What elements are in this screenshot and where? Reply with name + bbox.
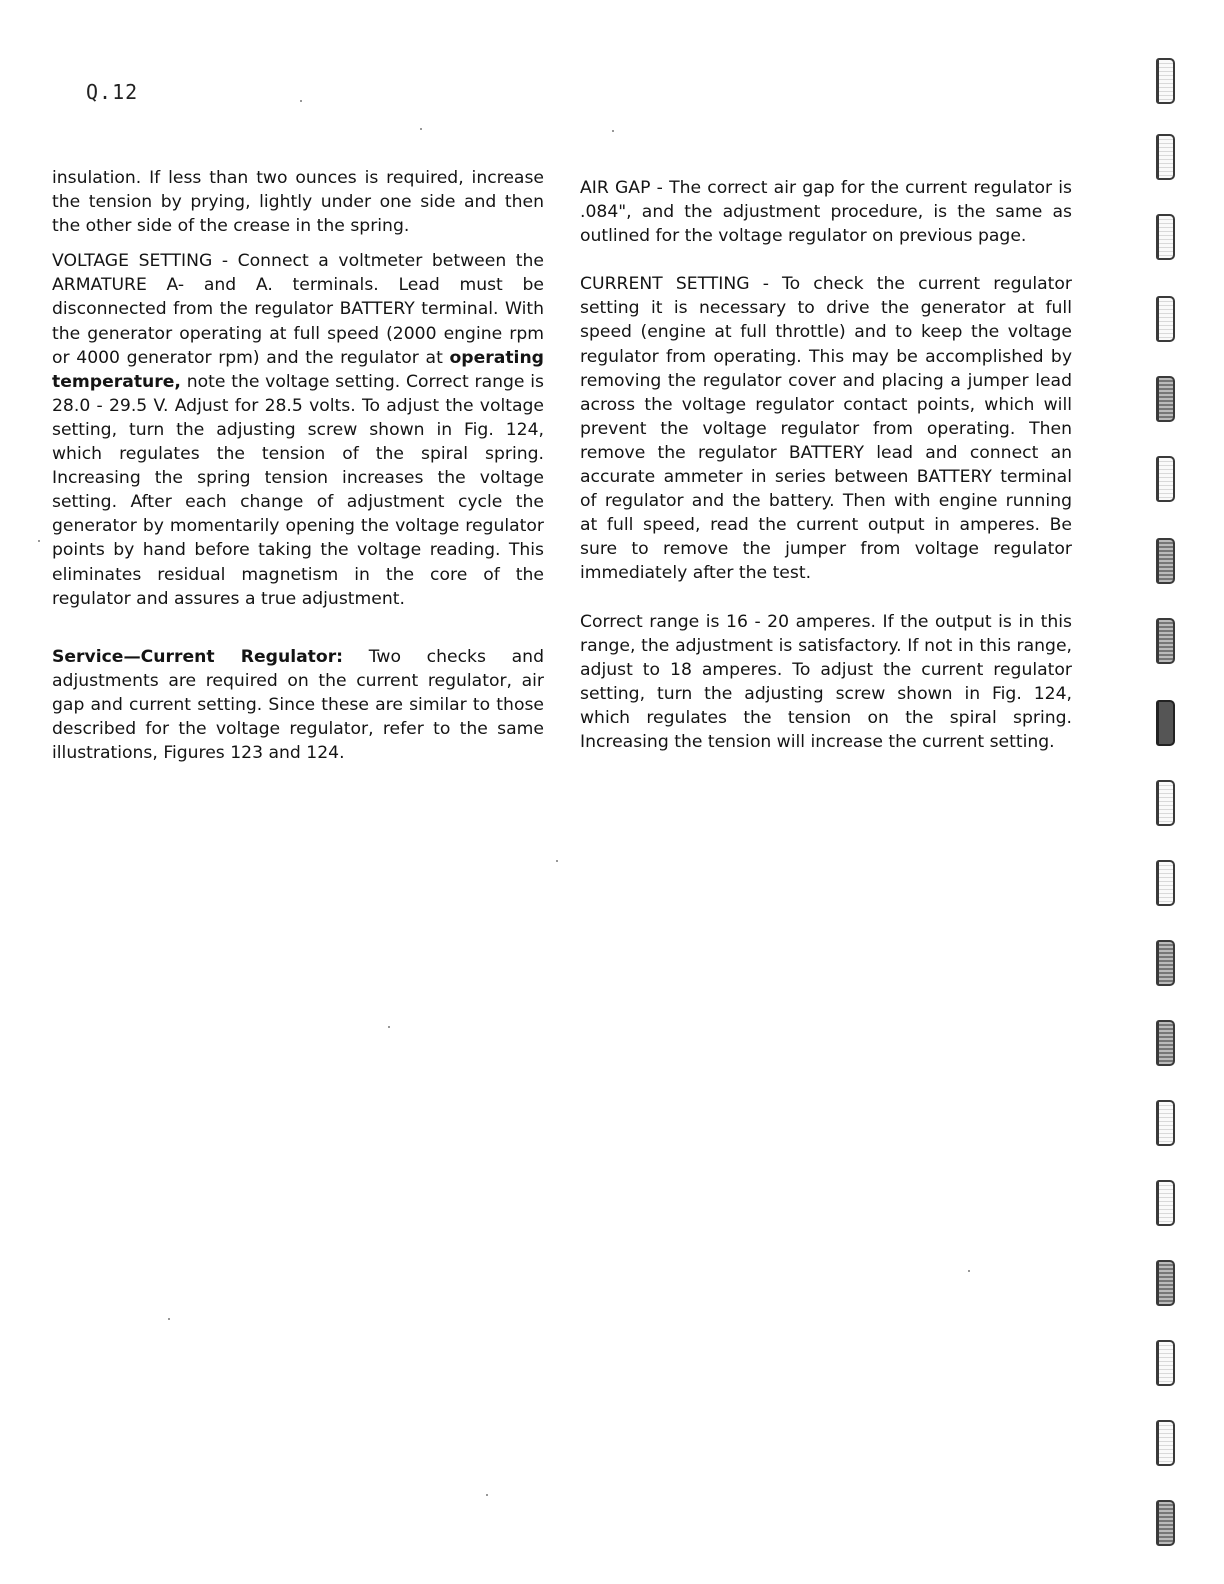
binding-ring: [1156, 1500, 1175, 1546]
binding-ring: [1156, 1180, 1175, 1226]
correct-range-paragraph: Correct range is 16 - 20 amperes. If the output is in this range, the adjustment is satisfactory. If not in this range, adjust to 18 amperes. To adjust the current regulator setting, turn the adjusting screw shown in Fig. 124, which regulates the tension on the spiral spring. Increasing the tension will increase the current setting.: [580, 611, 1072, 752]
current-regulator-heading: Service—Current Regulator:: [52, 646, 344, 667]
scan-speck: [420, 128, 422, 130]
scan-speck: [300, 100, 302, 102]
operating-temperature-bold: operating temperature,: [52, 347, 544, 392]
air-gap-paragraph: AIR GAP - The correct air gap for the current regulator is .084", and the adjustment procedure, is the same as outlined for the voltage regulator on previous page.: [580, 178, 1072, 247]
binding-ring: [1156, 376, 1175, 422]
scan-speck: [968, 1270, 970, 1272]
scan-speck: [486, 1494, 488, 1496]
scan-speck: [612, 130, 614, 132]
binding-ring: [1156, 860, 1175, 906]
binding-ring: [1156, 1100, 1175, 1146]
scan-speck: [168, 1318, 170, 1320]
binding-ring: [1156, 780, 1175, 826]
binding-ring: [1156, 134, 1175, 180]
binding-ring: [1156, 1260, 1175, 1306]
binding-ring: [1156, 538, 1175, 584]
voltage-setting-paragraph: [52, 249, 544, 610]
voltage-setting-text-end: note the voltage setting. Correct range is 28.0 - 29.5 V. Adjust for 28.5 volts. To adjust the voltage setting, turn the adjusting screw shown in Fig. 124, which regulates the tension of the spiral spring. Increasing the spring tension increases the voltage setting. After each change of adjustment cycle the generator by momentarily opening the voltage regulator points by hand before taking the voltage reading. This eliminates residual magnetism in the core of the regulator and assures a true adjustment.: [52, 371, 544, 609]
binding-ring: [1156, 214, 1175, 260]
binding-ring: [1156, 58, 1175, 104]
binding-ring: [1156, 1340, 1175, 1386]
voltage-setting-text-start: VOLTAGE SETTING - Connect a voltmeter between the ARMATURE A- and A. terminals. Lead must be disconnected from the regulator BATTERY terminal. With the generator operating at full speed (2000 engine rpm or 4000 generator rpm) and the regulator at: [52, 251, 544, 368]
current-regulator-paragraph: [52, 645, 544, 765]
scan-speck: [38, 540, 40, 542]
scan-speck: [388, 1026, 390, 1028]
insulation-paragraph: insulation. If less than two ounces is required, increase the tension by prying, lightly under one side and then the other side of the crease in the spring.: [52, 168, 544, 237]
binding-ring: [1156, 1020, 1175, 1066]
binding-ring: [1156, 940, 1175, 986]
binding-ring: [1156, 618, 1175, 664]
current-regulator-text: Two checks and adjustments are required on the current regulator, air gap and current setting. Since these are similar to those described for the voltage regulator, refer to the same illustrations, Figures 123 and 124.: [52, 646, 544, 764]
binding-ring: [1156, 700, 1175, 746]
binding-ring: [1156, 1420, 1175, 1466]
binding-ring: [1156, 296, 1175, 342]
right-column: [580, 176, 1072, 765]
scan-speck: [556, 860, 558, 862]
current-setting-paragraph: CURRENT SETTING - To check the current regulator setting it is necessary to drive the generator at full speed (engine at full throttle) and to keep the voltage regulator from operating. This may be accomplished by removing the regulator cover and placing a jumper lead across the voltage regulator contact points, which will prevent the voltage regulator from operating. Then remove the regulator BATTERY lead and connect an accurate ammeter in series between BATTERY terminal of regulator and the battery. Then with engine running at full speed, read the current output in amperes. Be sure to remove the jumper from voltage regulator immediately after the test.: [580, 274, 1072, 584]
binding-ring: [1156, 456, 1175, 502]
spiral-binding: [1148, 46, 1188, 1566]
left-column: [52, 166, 544, 776]
page-number: Q.12: [86, 80, 139, 104]
